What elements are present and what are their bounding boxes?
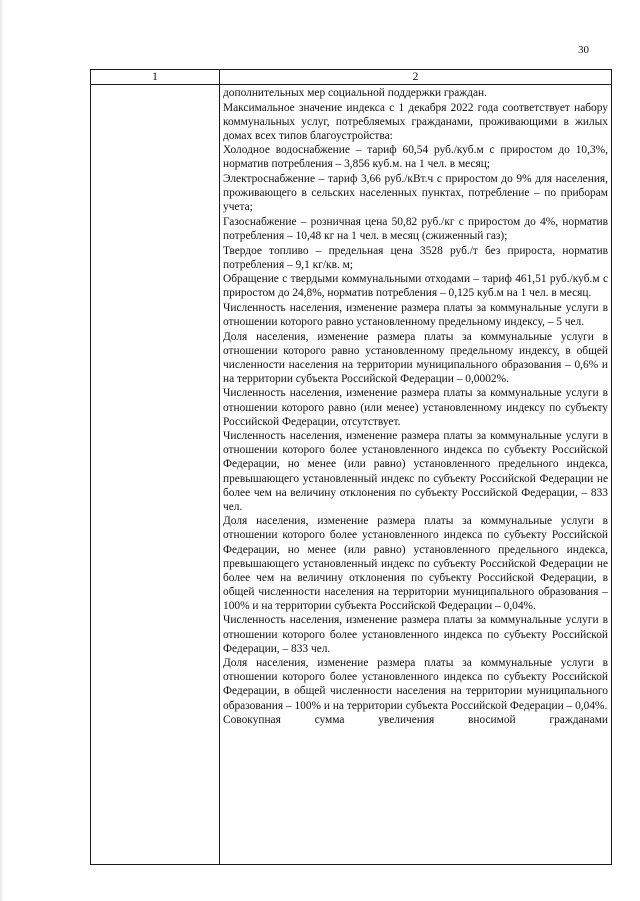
column-header-1: 1 — [91, 70, 220, 85]
paragraph-share-above: Доля населения, изменение размера платы за коммунальные услуги в отношении которого более установленного индекса по субъекту Российской Федерации, в общей численности населения на территории муниципального образования – 100% и на территории субъекта Российской Федерации – 0,04%. — [223, 657, 608, 712]
paragraph-share-equal: Доля населения, изменение размера платы за коммунальные услуги в отношении которого равно установленному предельному индексу, в общей численности населения на территории муниципального образования – 0,6% и на территории субъекта Российской Федерации – 0,0002%. — [223, 330, 608, 385]
paragraph-gas: Газоснабжение – розничная цена 50,82 руб./кг с приростом до 4%, норматив потребления – 10,48 кг на 1 чел. в месяц (сжиженный газ); — [223, 215, 608, 242]
paragraph-total-sum: Совокупная сумма увеличения вносимой гражданами — [223, 714, 608, 727]
paragraph-solid-fuel: Твердое топливо – предельная цена 3528 руб./т без прироста, норматив потребления – 9,1 кг/кв. м; — [223, 244, 608, 271]
paragraph-population-equal: Численность населения, изменение размера платы за коммунальные услуги в отношении которого равно установленному предельному индексу, – 5 чел. — [223, 301, 608, 328]
document-table — [90, 69, 612, 865]
scan-edge — [0, 0, 3, 901]
paragraph-population-deviation: Численность населения, изменение размера платы за коммунальные услуги в отношении которого более установленного индекса по субъекту Российской Федерации, но менее (или равно) установленного предельного индекса, превышающего установленный индекс по субъекту Российской Федерации не более чем на величину отклонения по субъекту Российской Федерации, – 833 чел. — [223, 430, 608, 513]
column-header-2: 2 — [220, 70, 612, 85]
page-number: 30 — [578, 44, 589, 56]
paragraph-share-deviation: Доля населения, изменение размера платы за коммунальные услуги в отношении которого более установленного индекса по субъекту Российской Федерации, но менее (или равно) установленного предельного индекса, превышающего установленный индекс по субъекту Российской Федерации не более чем на величину отклонения по субъекту Российской Федерации, в общей численности населения на территории муниципального образования – 100% и на территории субъекта Российской Федерации – 0,04%. — [223, 515, 608, 612]
paragraph-cold-water: Холодное водоснабжение – тариф 60,54 руб./куб.м с приростом до 10,3%, норматив потребления – 3,856 куб.м. на 1 чел. в месяц; — [223, 144, 608, 171]
paragraph-population-less: Численность населения, изменение размера платы за коммунальные услуги в отношении которого равно (или менее) установленному индексу по субъекту Российской Федерации, отсутствует. — [223, 387, 608, 428]
paragraph-index-intro: Максимальное значение индекса с 1 декабря 2022 года соответствует набору коммунальных услуг, потребляемых гражданами, проживающими в жилых домах всех типов благоустройства: — [223, 101, 608, 142]
paragraph-continuation: дополнительных мер социальной поддержки граждан. — [223, 87, 487, 99]
paragraph-population-above: Численность населения, изменение размера платы за коммунальные услуги в отношении которого более установленного индекса по субъекту Российской Федерации, – 833 чел. — [223, 614, 608, 655]
empty-cell-col-1 — [91, 85, 220, 865]
table-header-row — [91, 70, 612, 85]
text-cell-col-2 — [220, 85, 612, 865]
paragraph-waste: Обращение с твердыми коммунальными отходами – тариф 461,51 руб./куб.м с приростом до 24,8%, норматив потребления – 0,125 куб.м на 1 чел. в месяц. — [223, 273, 608, 300]
table-body-row — [91, 85, 612, 865]
paragraph-electricity: Электроснабжение – тариф 3,66 руб./кВт.ч с приростом до 9% для населения, проживающего в сельских населенных пунктах, потребление – по приборам учета; — [223, 173, 608, 214]
